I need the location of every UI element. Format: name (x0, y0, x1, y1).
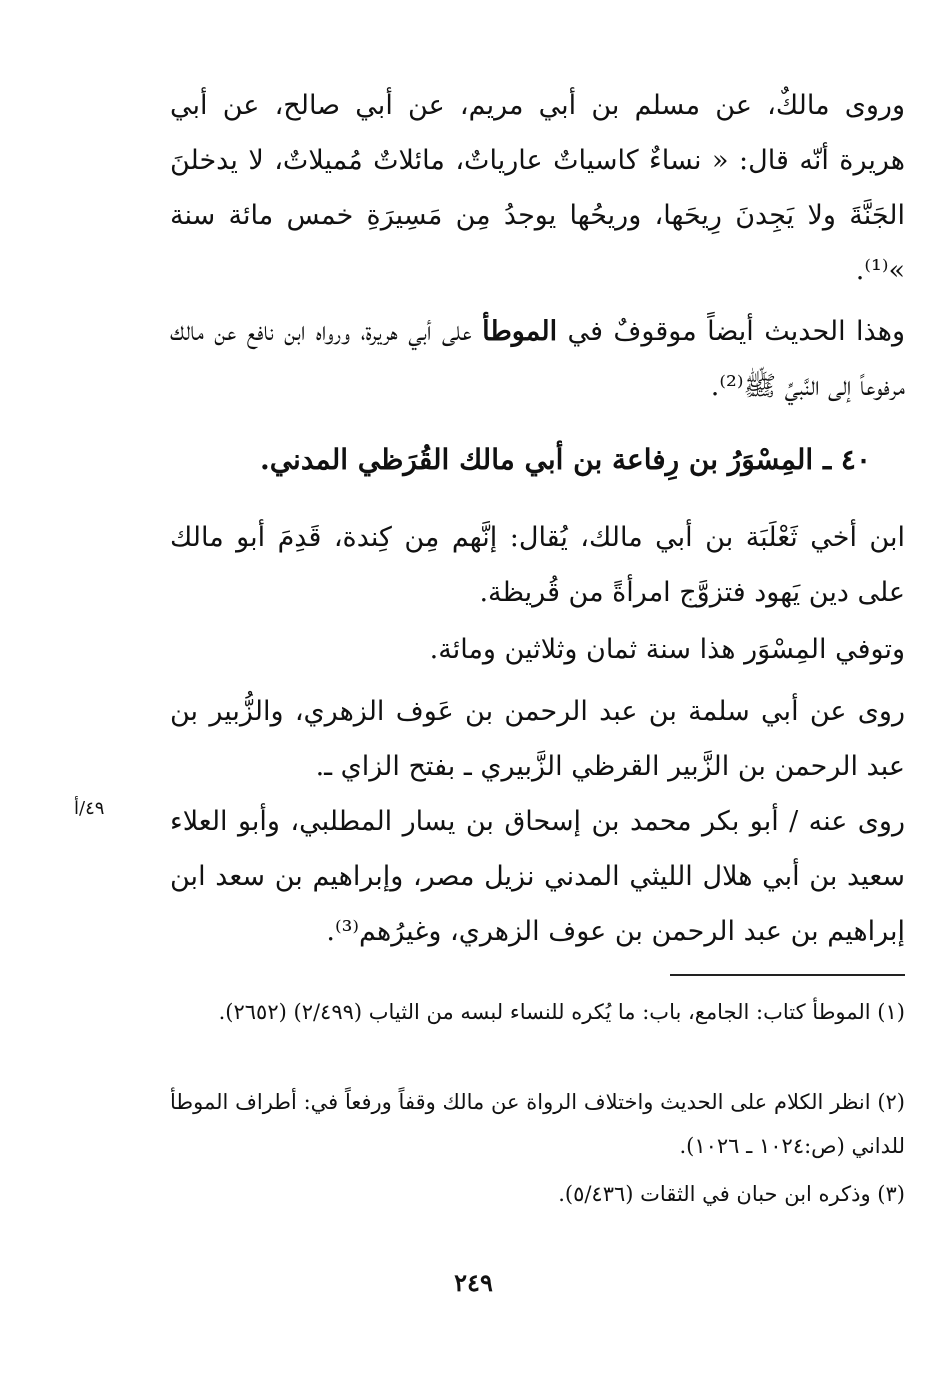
footnote-1: (١) الموطأ كتاب: الجامع، باب: ما يُكره للنساء لبسه من الثياب (٢/٤٩٩) (٢٦٥٢). (218, 1000, 905, 1024)
margin-folio-note: ٤٩/أ (74, 798, 105, 819)
paragraph-mawquf-note (170, 304, 905, 414)
footnote-3: (٣) وذكره ابن حبان في الثقات (٥/٤٣٦). (558, 1182, 905, 1206)
page-number: ٢٤٩ (454, 1268, 493, 1297)
footnote-2: (٢) انظر الكلام على الحديث واختلاف الرواة عن مالك وقفاً ورفعاً في: أطراف الموطأ للداني (ص:١٠٢٤ ـ ١٠٢٦). (170, 1090, 905, 1158)
paragraph-text: ابن أخي ثَعْلَبَة بن أبي مالك، يُقال: إنَّهم مِن كِندة، قَدِمَ أبو مالك على دين يَهود فتزوَّج امرأةً من قُريظة. (170, 522, 905, 608)
paragraph-text-end: على أبي هريرة، ورواه ابن نافع عن مالك مرفوعاً إلى النَّبيِّ ﷺ⁽²⁾. (170, 316, 905, 402)
paragraph-text: وتوفي المِسْوَر هذا سنة ثمان وثلاثين ومائة. (429, 634, 905, 665)
paragraph-narrated-from (170, 684, 905, 794)
paragraph-text: روى عن أبي سلمة بن عبد الرحمن بن عَوف الزهري، والزُّبير بن عبد الرحمن بن الزَّبير القرظي الزَّبيري ـ بفتح الزاي ـ. (170, 696, 905, 782)
paragraph-text: روى عنه / أبو بكر محمد بن إسحاق بن يسار المطلبي، وأبو العلاء سعيد بن أبي هلال الليثي المدني نزيل مصر، وإبراهيم بن سعد ابن إبراهيم بن عبد الرحمن بن عوف الزهري، وغيرُهم⁽³⁾. (170, 806, 905, 947)
paragraph-lineage (170, 510, 905, 620)
section-heading-40: ٤٠ ـ المِسْوَرُ بن رِفاعة بن أبي مالك القُرَظي المدني. (259, 443, 871, 476)
paragraph-text: وروى مالكٌ، عن مسلم بن أبي مريم، عن أبي صالح، عن أبي هريرة أنّه قال: « نساءٌ كاسياتٌ عارياتٌ، مائلاتٌ مُميلاتٌ، لا يدخلنَ الجَنَّةَ ولا يَجِدنَ رِيحَها، وريحُها يوجدُ مِن مَسِيرَةِ خمس مائة سنة »⁽¹⁾. (170, 90, 905, 286)
paragraph-text-start: وهذا الحديث أيضاً موقوفٌ في (557, 316, 906, 347)
muwatta-bold-title: الموطأ (482, 316, 558, 347)
paragraph-death-year (170, 622, 905, 677)
paragraph-narrated-by (170, 794, 905, 959)
paragraph-malik-hadith (170, 78, 905, 298)
footnote-separator (670, 974, 905, 976)
